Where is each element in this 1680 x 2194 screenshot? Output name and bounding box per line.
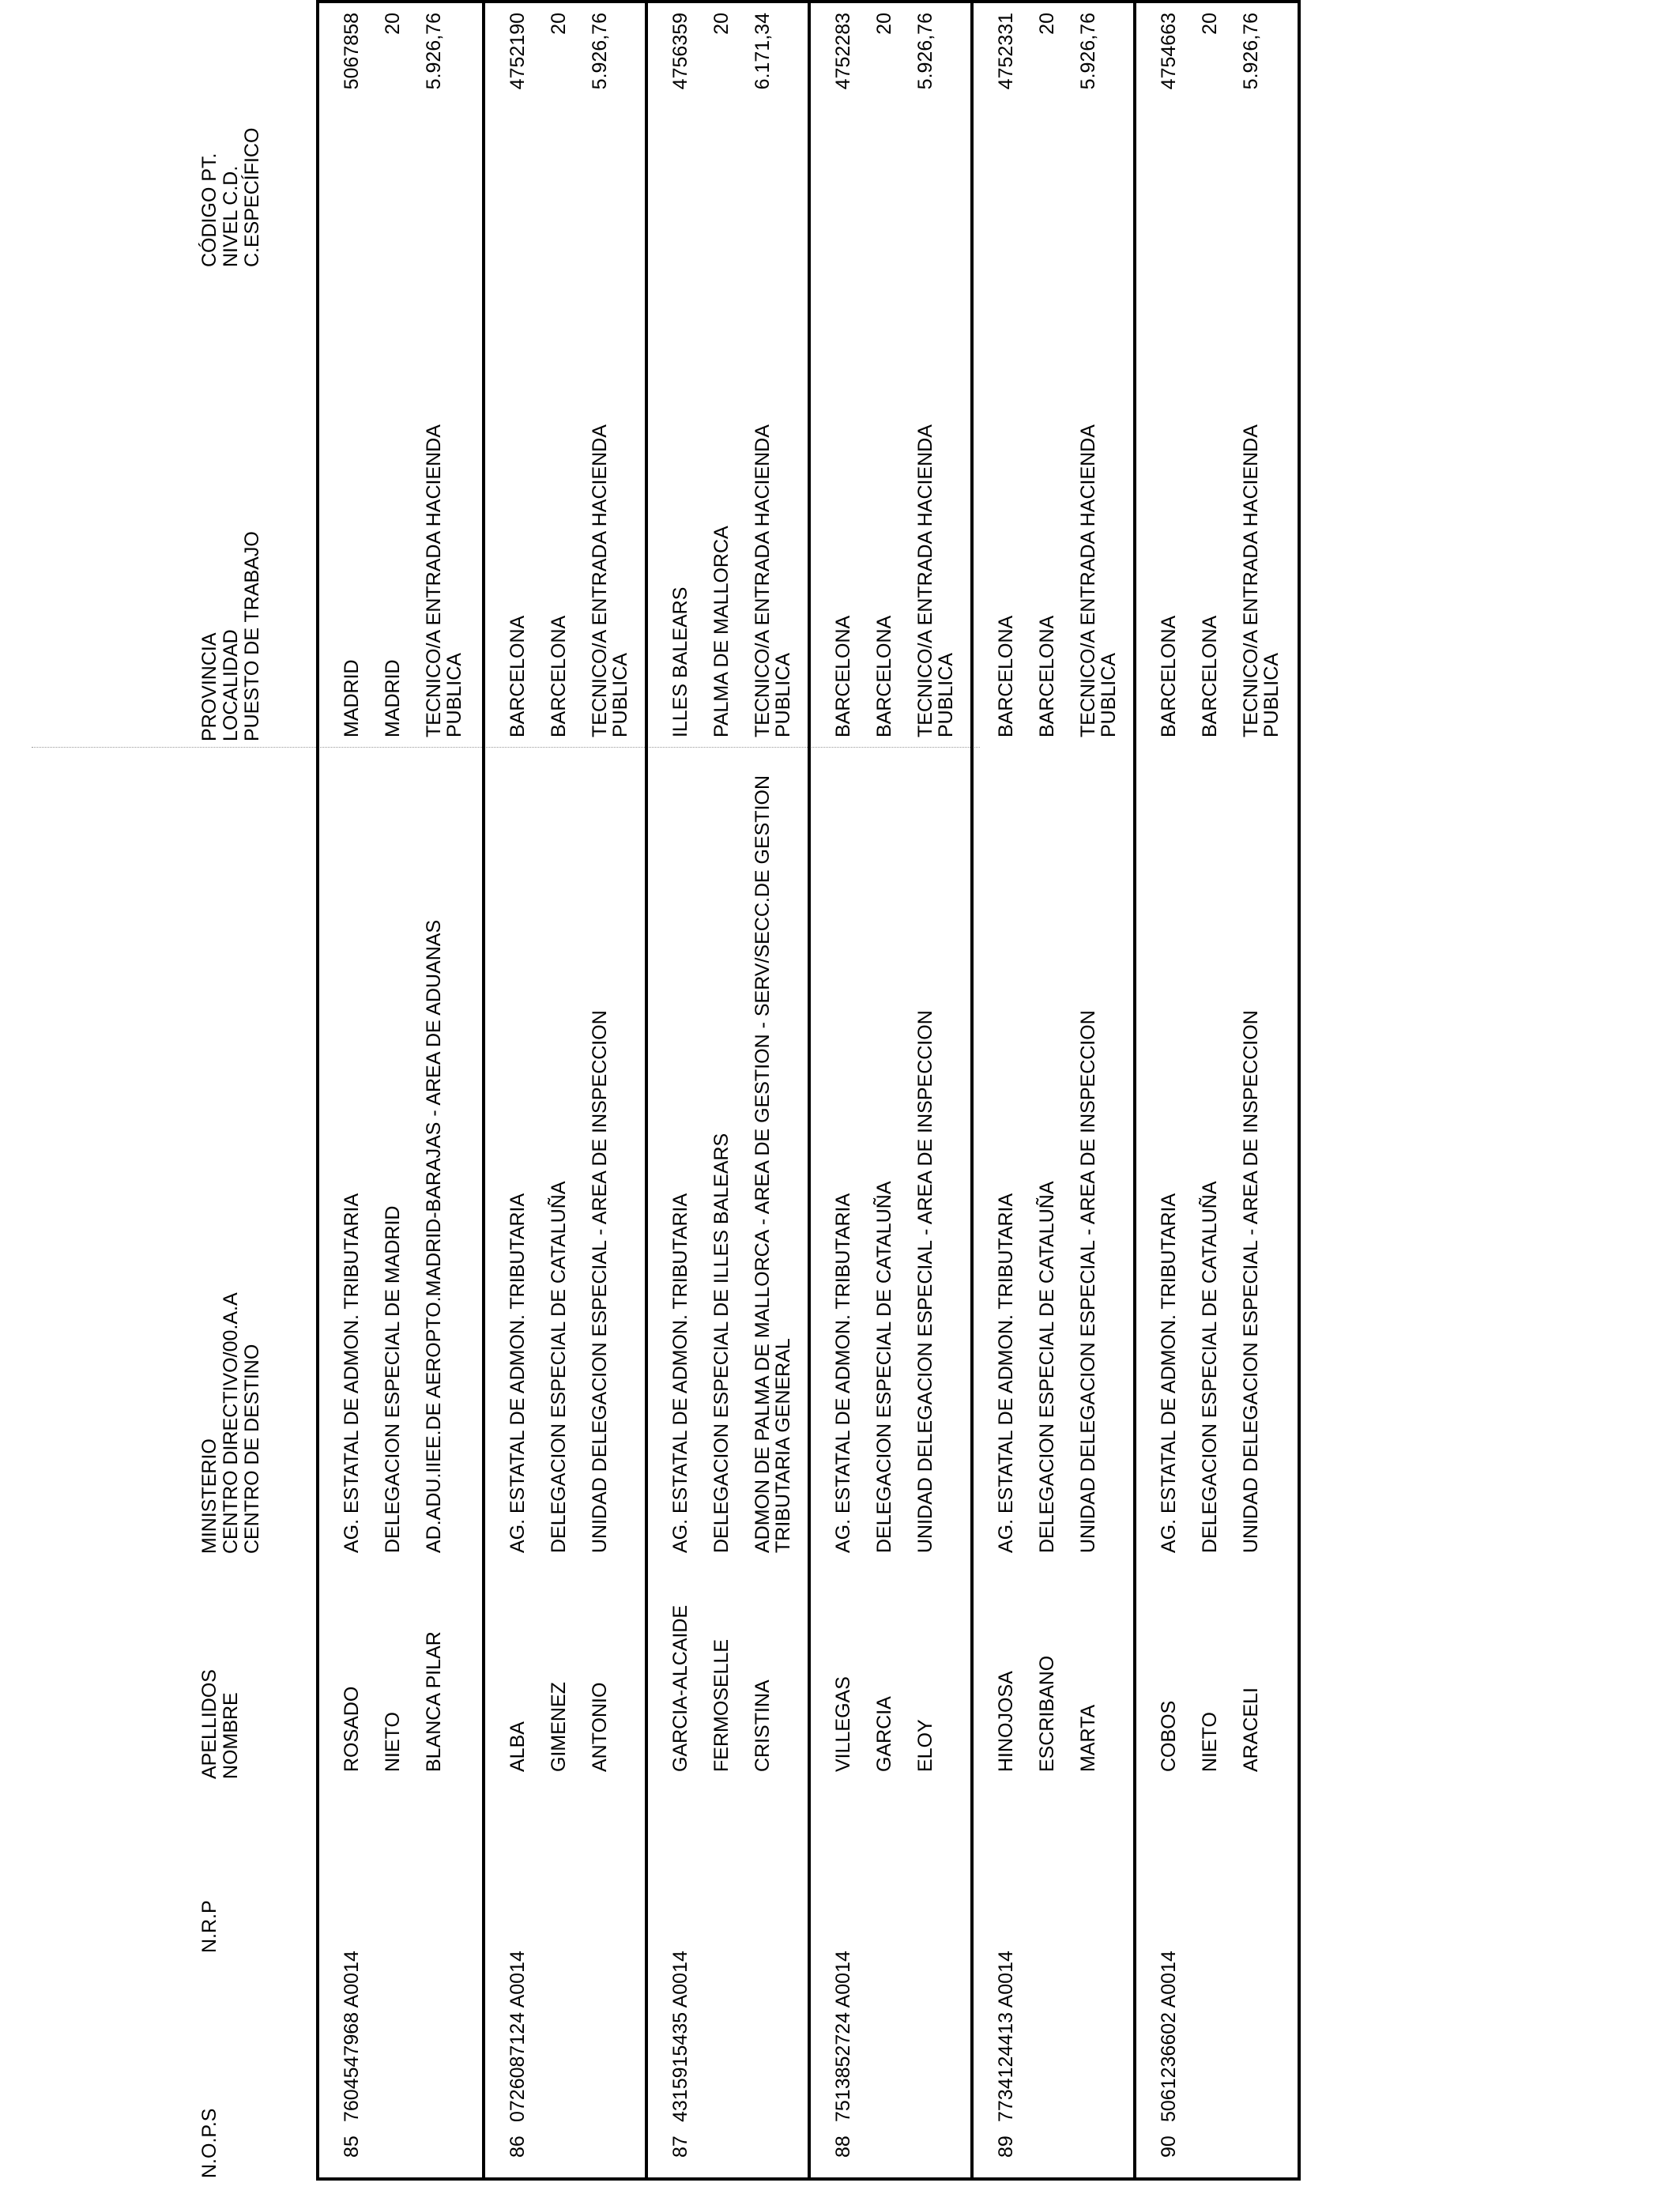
- apellido2-cell: NIETO: [1199, 1712, 1221, 1772]
- ministerio-cell: AG. ESTATAL DE ADMON. TRIBUTARIA: [341, 1193, 363, 1553]
- centro-destino-cell: UNIDAD DELEGACION ESPECIAL - AREA DE INSPECCION: [1240, 1010, 1262, 1553]
- nivel-cell: 20: [548, 13, 570, 35]
- especifico-cell: 5.926,76: [1077, 13, 1099, 90]
- nops-cell: 89: [995, 2136, 1017, 2158]
- nombre-cell: MARTA: [1077, 1704, 1099, 1772]
- nivel-cell: 20: [1036, 13, 1058, 35]
- nivel-cell: 20: [710, 13, 733, 35]
- header-nrp: [199, 1900, 220, 1953]
- centro-directivo-cell: DELEGACION ESPECIAL DE CATALUÑA: [548, 1181, 570, 1553]
- nrp-cell: 7513852724 A0014: [832, 1951, 854, 2122]
- localidad-cell: BARCELONA: [548, 615, 570, 737]
- table-row: [808, 3, 970, 2177]
- centro-destino-cell: UNIDAD DELEGACION ESPECIAL - AREA DE INSPECCION: [589, 1010, 611, 1553]
- apellido1-cell: VILLEGAS: [832, 1676, 854, 1772]
- nops-cell: 88: [832, 2136, 854, 2158]
- especifico-cell: 5.926,76: [1240, 13, 1262, 90]
- codigo-cell: 4752331: [995, 13, 1017, 90]
- nops-cell: 86: [507, 2136, 529, 2158]
- nivel-cell: 20: [1199, 13, 1221, 35]
- table-row: [970, 3, 1133, 2177]
- header-apellidos-nombre: [199, 1669, 242, 1779]
- table-row: [645, 3, 808, 2177]
- apellido1-cell: ROSADO: [341, 1686, 363, 1772]
- codigo-cell: 4752190: [507, 13, 529, 90]
- table-row: [1133, 3, 1296, 2177]
- localidad-cell: BARCELONA: [1036, 615, 1058, 737]
- codigo-cell: 5067858: [341, 13, 363, 90]
- nombre-cell: ARACELI: [1240, 1687, 1262, 1772]
- centro-directivo-cell: DELEGACION ESPECIAL DE ILLES BALEARS: [710, 1133, 733, 1553]
- centro-destino-cell: UNIDAD DELEGACION ESPECIAL - AREA DE INSPECCION: [914, 1010, 936, 1553]
- centro-destino-cell: ADMON DE PALMA DE MALLORCA - AREA DE GESTION - SERV/SECC.DE GESTION TRIBUTARIA GENERAL: [751, 775, 794, 1553]
- header-nivel-label: NIVEL C.D.: [220, 165, 242, 267]
- apellido2-cell: NIETO: [382, 1712, 404, 1772]
- header-centro-directivo-label: CENTRO DIRECTIVO/00.A.A: [220, 1292, 242, 1554]
- ministerio-cell: AG. ESTATAL DE ADMON. TRIBUTARIA: [832, 1193, 854, 1553]
- apellido2-cell: GIMENEZ: [548, 1682, 570, 1772]
- especifico-cell: 5.926,76: [589, 13, 611, 90]
- codigo-cell: 4756359: [669, 13, 691, 90]
- ministerio-cell: AG. ESTATAL DE ADMON. TRIBUTARIA: [507, 1193, 529, 1553]
- puesto-cell: TECNICO/A ENTRADA HACIENDA PUBLICA: [1077, 425, 1120, 737]
- nrp-cell: 5061236602 A0014: [1158, 1951, 1180, 2122]
- table-row: [482, 3, 645, 2177]
- header-ministerio-label: MINISTERIO: [198, 1438, 220, 1554]
- especifico-cell: 5.926,76: [914, 13, 936, 90]
- header-codigo-nivel-especifico: [199, 128, 263, 267]
- apellido2-cell: GARCIA: [873, 1696, 895, 1772]
- localidad-cell: BARCELONA: [873, 615, 895, 737]
- puesto-cell: TECNICO/A ENTRADA HACIENDA PUBLICA: [1240, 425, 1283, 737]
- provincia-cell: MADRID: [341, 659, 363, 737]
- header-ministerio-centros: [199, 1292, 263, 1554]
- provincia-cell: BARCELONA: [995, 615, 1017, 737]
- especifico-cell: 5.926,76: [423, 13, 445, 90]
- apellido1-cell: GARCIA-ALCAIDE: [669, 1604, 691, 1772]
- centro-destino-cell: UNIDAD DELEGACION ESPECIAL - AREA DE INSPECCION: [1077, 1010, 1099, 1553]
- nrp-cell: 0726087124 A0014: [507, 1951, 529, 2122]
- header-localidad-label: LOCALIDAD: [220, 629, 242, 741]
- centro-directivo-cell: DELEGACION ESPECIAL DE CATALUÑA: [1199, 1181, 1221, 1553]
- header-provincia-localidad-puesto: [199, 531, 263, 741]
- provincia-cell: BARCELONA: [832, 615, 854, 737]
- records-table: [316, 0, 1301, 2181]
- nombre-cell: CRISTINA: [751, 1679, 774, 1772]
- nrp-cell: 7604547968 A0014: [341, 1951, 363, 2122]
- nombre-cell: ELOY: [914, 1719, 936, 1772]
- codigo-cell: 4752283: [832, 13, 854, 90]
- puesto-cell: TECNICO/A ENTRADA HACIENDA PUBLICA: [589, 425, 631, 737]
- nrp-cell: 7734124413 A0014: [995, 1951, 1017, 2122]
- codigo-cell: 4754663: [1158, 13, 1180, 90]
- nops-cell: 87: [669, 2136, 691, 2158]
- header-codigo-label: CÓDIGO PT.: [198, 153, 220, 267]
- puesto-cell: TECNICO/A ENTRADA HACIENDA PUBLICA: [423, 425, 465, 737]
- apellido2-cell: FERMOSELLE: [710, 1638, 733, 1772]
- puesto-cell: TECNICO/A ENTRADA HACIENDA PUBLICA: [751, 425, 794, 737]
- header-especifico-label: C.ESPECÍFICO: [241, 127, 263, 267]
- nops-cell: 85: [341, 2136, 363, 2158]
- nivel-cell: 20: [382, 13, 404, 35]
- centro-destino-cell: AD.ADU.IIEE.DE AEROPTO.MADRID-BARAJAS - AREA DE ADUANAS: [423, 919, 445, 1553]
- nombre-cell: BLANCA PILAR: [423, 1631, 445, 1772]
- provincia-cell: BARCELONA: [1158, 615, 1180, 737]
- nrp-cell: 4315915435 A0014: [669, 1951, 691, 2122]
- header-centro-destino-label: CENTRO DE DESTINO: [241, 1344, 263, 1554]
- centro-directivo-cell: DELEGACION ESPECIAL DE CATALUÑA: [873, 1181, 895, 1553]
- localidad-cell: BARCELONA: [1199, 615, 1221, 737]
- apellido1-cell: ALBA: [507, 1721, 529, 1772]
- localidad-cell: PALMA DE MALLORCA: [710, 526, 733, 737]
- ministerio-cell: AG. ESTATAL DE ADMON. TRIBUTARIA: [995, 1193, 1017, 1553]
- localidad-cell: MADRID: [382, 659, 404, 737]
- centro-directivo-cell: DELEGACION ESPECIAL DE CATALUÑA: [1036, 1181, 1058, 1553]
- provincia-cell: BARCELONA: [507, 615, 529, 737]
- centro-directivo-cell: DELEGACION ESPECIAL DE MADRID: [382, 1205, 404, 1553]
- puesto-cell: TECNICO/A ENTRADA HACIENDA PUBLICA: [914, 425, 957, 737]
- ministerio-cell: AG. ESTATAL DE ADMON. TRIBUTARIA: [669, 1193, 691, 1553]
- header-apellidos-label: APELLIDOS: [198, 1669, 220, 1779]
- apellido1-cell: COBOS: [1158, 1700, 1180, 1772]
- header-nombre-label: NOMBRE: [220, 1692, 242, 1779]
- table-row: [319, 3, 482, 2177]
- provincia-cell: ILLES BALEARS: [669, 586, 691, 737]
- especifico-cell: 6.171,34: [751, 13, 774, 90]
- ministerio-cell: AG. ESTATAL DE ADMON. TRIBUTARIA: [1158, 1193, 1180, 1553]
- header-provincia-label: PROVINCIA: [198, 632, 220, 741]
- nops-cell: 90: [1158, 2136, 1180, 2158]
- apellido2-cell: ESCRIBANO: [1036, 1655, 1058, 1772]
- header-nops: [199, 2109, 220, 2178]
- header-nrp-label: N.R.P: [198, 1900, 220, 1953]
- nivel-cell: 20: [873, 13, 895, 35]
- nombre-cell: ANTONIO: [589, 1682, 611, 1772]
- apellido1-cell: HINOJOSA: [995, 1671, 1017, 1772]
- header-nops-label: N.O.P.S: [198, 2108, 220, 2178]
- header-puesto-label: PUESTO DE TRABAJO: [241, 531, 263, 741]
